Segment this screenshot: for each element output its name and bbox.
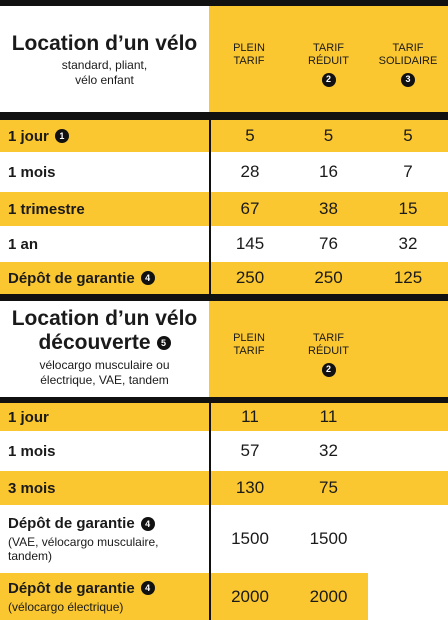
section1-header [0, 6, 448, 112]
value-cell: 67 [209, 192, 289, 226]
section2-title-1: Location d’un vélo [11, 307, 198, 330]
value-cell: 32 [289, 431, 368, 471]
table-row [0, 262, 448, 294]
note-3-badge: 3 [401, 73, 415, 87]
row-label: 1 mois [8, 442, 56, 460]
table-row [0, 226, 448, 262]
section1-col-tarif-solidaire: TARIF SOLIDAIRE 3 [368, 6, 448, 112]
value-cell: 76 [289, 226, 368, 262]
section1-col-plein-tarif: PLEIN TARIF [209, 6, 289, 112]
table-row [0, 192, 448, 226]
section1-subtitle-1: standard, pliant, [61, 58, 148, 72]
section1-title: Location d’un vélo [11, 32, 198, 55]
value-cell: 5 [209, 120, 289, 152]
section2-title-2: découverte 5 [38, 331, 170, 355]
row-label: 1 an [8, 235, 39, 253]
row-note: (vélocargo électrique) [8, 599, 124, 614]
table-row [0, 120, 448, 152]
table-row [0, 431, 448, 471]
row-label: 1 jour [8, 127, 49, 145]
table-row [0, 471, 448, 505]
value-cell: 11 [289, 403, 368, 431]
value-cell: 2000 [289, 573, 368, 620]
row-label: 3 mois [8, 479, 56, 497]
note-1-badge: 1 [55, 129, 69, 143]
section2-subtitle-1: vélocargo musculaire ou [39, 358, 170, 372]
value-cell: 250 [209, 262, 289, 294]
row-label: 1 mois [8, 163, 56, 181]
section1-col-tarif-reduit: TARIF RÉDUIT 2 [289, 6, 368, 112]
note-4-badge: 4 [141, 581, 155, 595]
value-cell: 2000 [209, 573, 289, 620]
note-5-badge: 5 [157, 336, 171, 350]
note-4-badge: 4 [141, 517, 155, 531]
value-cell: 57 [209, 431, 289, 471]
value-cell: 250 [289, 262, 368, 294]
value-cell: 5 [289, 120, 368, 152]
value-cell: 145 [209, 226, 289, 262]
note-2-badge: 2 [322, 363, 336, 377]
row-note-2: tandem) [8, 549, 53, 563]
row-label: 1 trimestre [8, 200, 85, 218]
empty-cell [368, 573, 448, 620]
value-cell: 130 [209, 471, 289, 505]
section1-title-cell [0, 6, 209, 112]
empty-cell [368, 403, 448, 431]
table-row [0, 573, 448, 620]
value-cell: 1500 [289, 505, 368, 573]
value-cell: 125 [368, 262, 448, 294]
value-cell: 11 [209, 403, 289, 431]
value-cell: 75 [289, 471, 368, 505]
table-row [0, 152, 448, 192]
divider [0, 112, 448, 120]
empty-cell [368, 471, 448, 505]
empty-cell [368, 301, 448, 397]
value-cell: 5 [368, 120, 448, 152]
row-label: 1 jour [8, 408, 49, 426]
value-cell: 1500 [209, 505, 289, 573]
value-cell: 38 [289, 192, 368, 226]
row-label: Dépôt de garantie [8, 269, 135, 287]
row-note-1: (VAE, vélocargo musculaire, [8, 535, 159, 549]
empty-cell [368, 431, 448, 471]
value-cell: 15 [368, 192, 448, 226]
empty-cell [368, 505, 448, 573]
value-cell: 32 [368, 226, 448, 262]
row-label: Dépôt de garantie [8, 515, 135, 532]
section1-subtitle-2: vélo enfant [75, 73, 134, 87]
section2-title-cell [0, 301, 209, 397]
section2-header [0, 301, 448, 397]
table-row [0, 403, 448, 431]
section2-col-tarif-reduit: TARIF RÉDUIT 2 [289, 301, 368, 397]
section2-subtitle-2: électrique, VAE, tandem [40, 373, 169, 387]
row-label: Dépôt de garantie [8, 579, 135, 597]
note-2-badge: 2 [322, 73, 336, 87]
value-cell: 28 [209, 152, 289, 192]
divider [0, 294, 448, 301]
table-row [0, 505, 448, 573]
section2-col-plein-tarif: PLEIN TARIF [209, 301, 289, 397]
value-cell: 7 [368, 152, 448, 192]
value-cell: 16 [289, 152, 368, 192]
note-4-badge: 4 [141, 271, 155, 285]
